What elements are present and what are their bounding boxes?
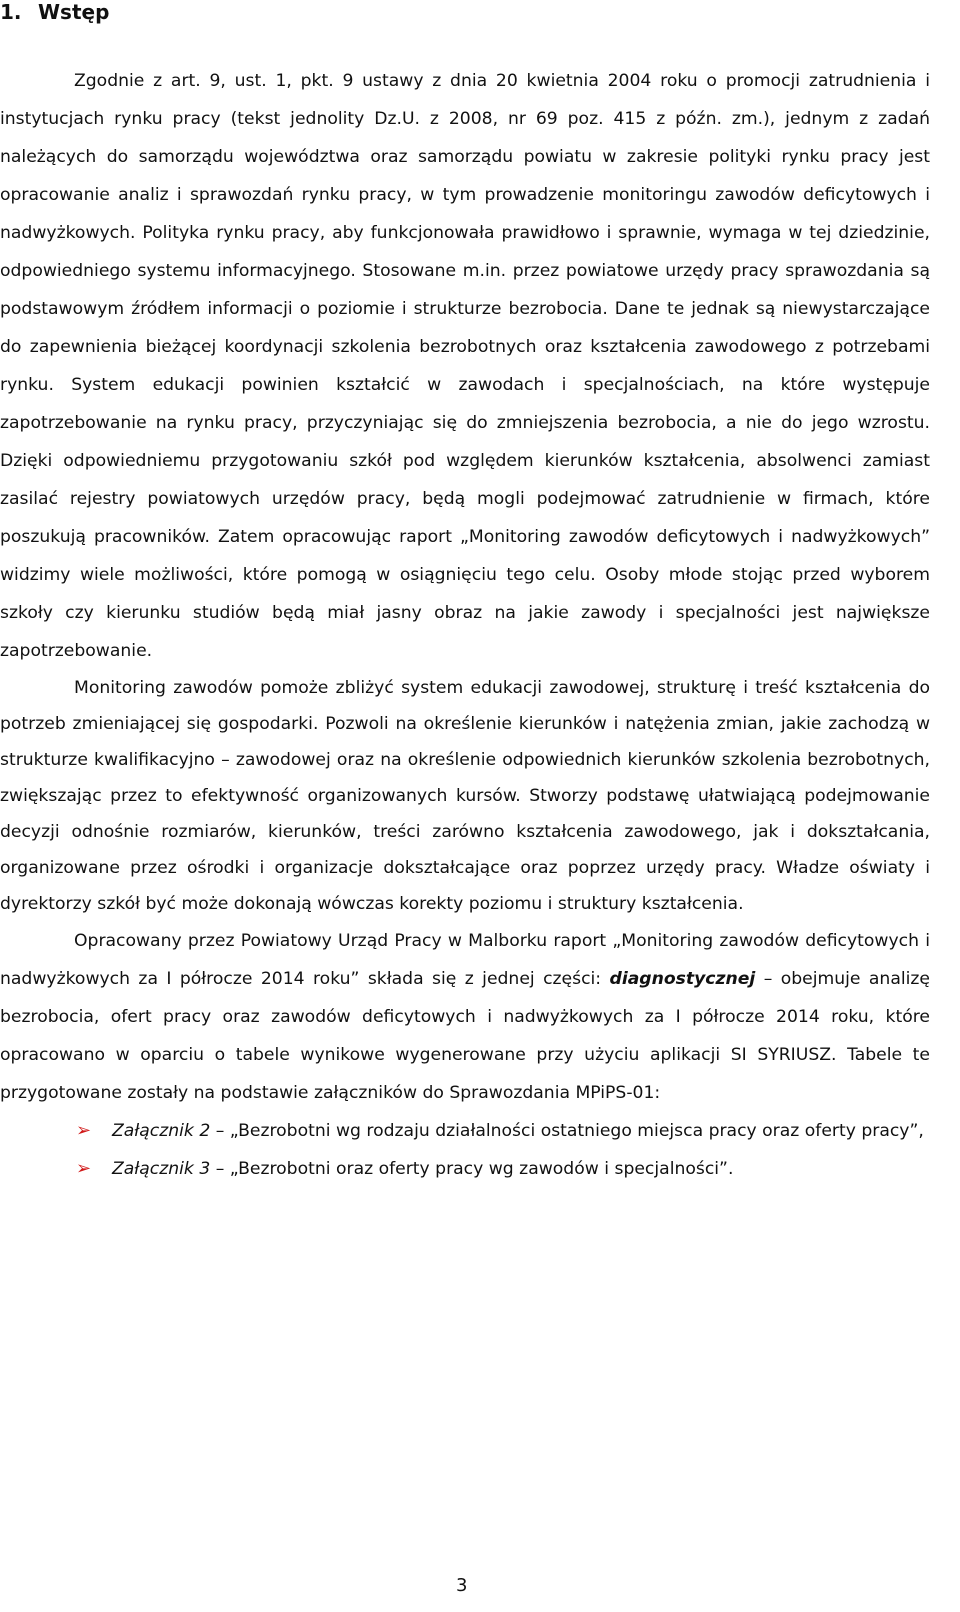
arrowhead-bullet-icon: ➢ <box>76 1120 92 1141</box>
attachment-label: Załącznik 2 <box>112 1121 211 1141</box>
paragraph-3-intro: Opracowany przez Powiatowy Urząd Pracy w Malborku raport „Monitoring zawodów deficytowych i nadwyżkowych za I półrocze 2014 roku” składa się z jednej części: <box>0 931 930 989</box>
emphasis-diagnostic: diagnostycznej <box>609 969 756 989</box>
attachment-description: – „Bezrobotni wg rodzaju działalności ostatniego miejsca pracy oraz oferty pracy”, <box>210 1121 924 1141</box>
attachment-label: Załącznik 3 <box>112 1159 211 1179</box>
paragraph-3 <box>0 922 930 1112</box>
section-heading <box>0 0 109 24</box>
paragraph-1: Zgodnie z art. 9, ust. 1, pkt. 9 ustawy z dnia 20 kwietnia 2004 roku o promocji zatrudnienia i instytucjach rynku pracy (tekst jednolity Dz.U. z 2008, nr 69 poz. 415 z późn. zm.), jednym z zadań należących do samorządu województwa oraz samorządu powiatu w zakresie polityki rynku pracy jest opracowanie analiz i sprawozdań rynku pracy, w tym prowadzenie monitoringu zawodów deficytowych i nadwyżkowych. Polityka rynku pracy, aby funkcjonowała prawidłowo i sprawnie, wymaga w tej dziedzinie, odpowiedniego systemu informacyjnego. Stosowane m.in. przez powiatowe urzędy pracy sprawozdania są podstawowym źródłem informacji o poziomie i strukturze bezrobocia. Dane te jednak są niewystarczające do zapewnienia bieżącej koordynacji szkolenia bezrobotnych oraz kształcenia zawodowego z potrzebami rynku. System edukacji powinien kształcić w zawodach i specjalnościach, na które występuje zapotrzebowanie na rynku pracy, przyczyniając się do zmniejszenia bezrobocia, a nie do jego wzrostu. Dzięki odpowiedniemu przygotowaniu szkół pod względem kierunków kształcenia, absolwenci zamiast zasilać rejestry powiatowych urzędów pracy, będą mogli podejmować zatrudnienie w firmach, które poszukują pracowników. Zatem opracowując raport „Monitoring zawodów deficytowych i nadwyżkowych” widzimy wiele możliwości, które pomogą w osiągnięciu tego celu. Osoby młode stojąc przed wyborem szkoły czy kierunku studiów będą miał jasny obraz na jakie zawody i specjalności jest największe zapotrzebowanie. <box>0 71 930 661</box>
arrowhead-bullet-icon: ➢ <box>76 1158 92 1179</box>
document-body <box>0 62 930 1188</box>
section-number: 1. <box>0 0 22 24</box>
section-title: Wstęp <box>38 0 110 24</box>
attachment-list <box>0 1112 930 1188</box>
paragraph-3-rest: – obejmuje analizę bezrobocia, ofert pracy oraz zawodów deficytowych i nadwyżkowych za I półrocze 2014 roku, które opracowano w oparciu o tabele wynikowe wygenerowane przy użyciu aplikacji SI SYRIUSZ. Tabele te przygotowane zostały na podstawie załączników do Sprawozdania MPiPS-01: <box>0 969 930 1103</box>
list-item <box>0 1112 930 1150</box>
attachment-description: – „Bezrobotni oraz oferty pracy wg zawodów i specjalności”. <box>210 1159 734 1179</box>
list-item <box>0 1150 930 1188</box>
paragraph-2: Monitoring zawodów pomoże zbliżyć system edukacji zawodowej, strukturę i treść kształcenia do potrzeb zmieniającej się gospodarki. Pozwoli na określenie kierunków i natężenia zmian, jakie zachodzą w strukturze kwalifikacyjno – zawodowej oraz na określenie odpowiednich kierunków szkolenia bezrobotnych, zwiększając przez to efektywność organizowanych kursów. Stworzy podstawę ułatwiającą podejmowanie decyzji odnośnie rozmiarów, kierunków, treści zarówno kształcenia zawodowego, jak i dokształcania, organizowane przez ośrodki i organizacje dokształcające oraz poprzez urzędy pracy. Władze oświaty i dyrektorzy szkół być może dokonają wówczas korekty poziomu i struktury kształcenia. <box>0 678 930 914</box>
page-number: 3 <box>456 1575 468 1596</box>
